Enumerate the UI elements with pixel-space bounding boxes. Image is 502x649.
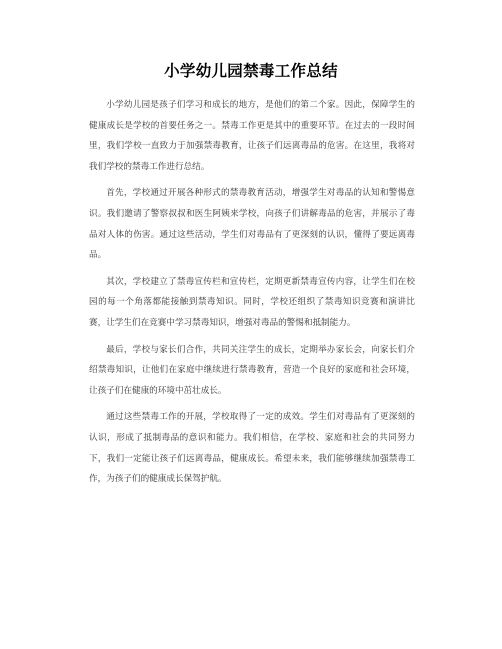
paragraph-first: 首先，学校通过开展各种形式的禁毒教育活动，增强学生对毒品的认知和警惕意识。我们邀请了警察叔叔和医生阿姨来学校，向孩子们讲解毒品的危害，并展示了毒品对人体的伤害。通过这些活动，学生们对毒品有了更深刻的认识，懂得了要远离毒品。 [89, 188, 415, 261]
document-title: 小学幼儿园禁毒工作总结 [164, 62, 338, 80]
document-body [89, 95, 415, 496]
paragraph-last: 最后，学校与家长们合作，共同关注学生的成长，定期举办家长会，向家长们介绍禁毒知识，让他们在家庭中继续进行禁毒教育，营造一个良好的家庭和社会环境，让孩子们在健康的环境中茁壮成长。 [89, 344, 415, 396]
paragraph-conclusion: 通过这些禁毒工作的开展，学校取得了一定的成效。学生们对毒品有了更深刻的认识，形成了抵制毒品的意识和能力。我们相信，在学校、家庭和社会的共同努力下，我们一定能让孩子们远离毒品，健康成长。希望未来，我们能够继续加强禁毒工作，为孩子们的健康成长保驾护航。 [89, 412, 415, 485]
paragraph-intro: 小学幼儿园是孩子们学习和成长的地方，是他们的第二个家。因此，保障学生的健康成长是学校的首要任务之一。禁毒工作更是其中的重要环节。在过去的一段时间里，我们学校一直致力于加强禁毒教育，让孩子们远离毒品的危害。在这里，我将对我们学校的禁毒工作进行总结。 [89, 100, 415, 172]
paragraph-second: 其次，学校建立了禁毒宣传栏和宣传栏，定期更新禁毒宣传内容，让学生们在校园的每一个角落都能接触到禁毒知识。同时，学校还组织了禁毒知识竞赛和演讲比赛，让学生们在竞赛中学习禁毒知识，增强对毒品的警惕和抵制能力。 [89, 276, 415, 328]
